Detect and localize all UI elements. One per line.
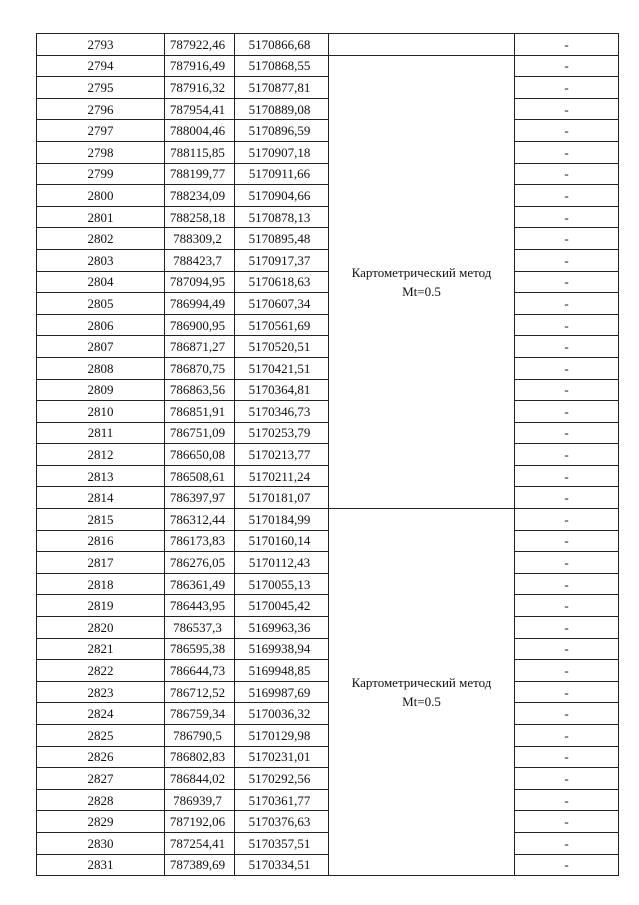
x-coordinate-cell: 788423,7 bbox=[165, 249, 235, 271]
note-cell: - bbox=[515, 681, 619, 703]
point-number-cell: 2819 bbox=[37, 595, 165, 617]
note-cell: - bbox=[515, 120, 619, 142]
point-number-cell: 2804 bbox=[37, 271, 165, 293]
note-cell: - bbox=[515, 487, 619, 509]
y-coordinate-cell: 5170045,42 bbox=[235, 595, 329, 617]
table-row bbox=[37, 595, 619, 617]
point-number-cell: 2813 bbox=[37, 465, 165, 487]
y-coordinate-cell: 5170211,24 bbox=[235, 465, 329, 487]
y-coordinate-cell: 5170907,18 bbox=[235, 141, 329, 163]
x-coordinate-cell: 787922,46 bbox=[165, 34, 235, 56]
table-row bbox=[37, 357, 619, 379]
y-coordinate-cell: 5170917,37 bbox=[235, 249, 329, 271]
point-number-cell: 2806 bbox=[37, 314, 165, 336]
y-coordinate-cell: 5170376,63 bbox=[235, 811, 329, 833]
method-accuracy: Mt=0.5 bbox=[402, 694, 441, 710]
x-coordinate-cell: 788309,2 bbox=[165, 228, 235, 250]
table-row bbox=[37, 120, 619, 142]
point-number-cell: 2817 bbox=[37, 552, 165, 574]
point-number-cell: 2820 bbox=[37, 617, 165, 639]
point-number-cell: 2814 bbox=[37, 487, 165, 509]
table-row bbox=[37, 77, 619, 99]
table-row bbox=[37, 573, 619, 595]
note-cell: - bbox=[515, 185, 619, 207]
table-row bbox=[37, 163, 619, 185]
note-cell: - bbox=[515, 422, 619, 444]
note-cell: - bbox=[515, 638, 619, 660]
table-row bbox=[37, 465, 619, 487]
y-coordinate-cell: 5170213,77 bbox=[235, 444, 329, 466]
point-number-cell: 2825 bbox=[37, 725, 165, 747]
note-cell: - bbox=[515, 77, 619, 99]
y-coordinate-cell: 5170334,51 bbox=[235, 854, 329, 876]
table-row bbox=[37, 681, 619, 703]
x-coordinate-cell: 787192,06 bbox=[165, 811, 235, 833]
note-cell: - bbox=[515, 854, 619, 876]
x-coordinate-cell: 786863,56 bbox=[165, 379, 235, 401]
note-cell: - bbox=[515, 573, 619, 595]
point-number-cell: 2803 bbox=[37, 249, 165, 271]
x-coordinate-cell: 787094,95 bbox=[165, 271, 235, 293]
y-coordinate-cell: 5170055,13 bbox=[235, 573, 329, 595]
x-coordinate-cell: 786870,75 bbox=[165, 357, 235, 379]
point-number-cell: 2823 bbox=[37, 681, 165, 703]
y-coordinate-cell: 5170866,68 bbox=[235, 34, 329, 56]
point-number-cell: 2828 bbox=[37, 789, 165, 811]
table-row bbox=[37, 768, 619, 790]
table-row bbox=[37, 638, 619, 660]
note-cell: - bbox=[515, 228, 619, 250]
x-coordinate-cell: 786851,91 bbox=[165, 401, 235, 423]
x-coordinate-cell: 786443,95 bbox=[165, 595, 235, 617]
table-row bbox=[37, 55, 619, 77]
note-cell: - bbox=[515, 509, 619, 531]
y-coordinate-cell: 5170911,66 bbox=[235, 163, 329, 185]
y-coordinate-cell: 5170878,13 bbox=[235, 206, 329, 228]
x-coordinate-cell: 786537,3 bbox=[165, 617, 235, 639]
x-coordinate-cell: 787916,49 bbox=[165, 55, 235, 77]
x-coordinate-cell: 788258,18 bbox=[165, 206, 235, 228]
note-cell: - bbox=[515, 768, 619, 790]
x-coordinate-cell: 788004,46 bbox=[165, 120, 235, 142]
y-coordinate-cell: 5170618,63 bbox=[235, 271, 329, 293]
note-cell: - bbox=[515, 336, 619, 358]
x-coordinate-cell: 786939,7 bbox=[165, 789, 235, 811]
point-number-cell: 2810 bbox=[37, 401, 165, 423]
x-coordinate-cell: 786276,05 bbox=[165, 552, 235, 574]
x-coordinate-cell: 786650,08 bbox=[165, 444, 235, 466]
y-coordinate-cell: 5170895,48 bbox=[235, 228, 329, 250]
y-coordinate-cell: 5170253,79 bbox=[235, 422, 329, 444]
table-row bbox=[37, 811, 619, 833]
y-coordinate-cell: 5170181,07 bbox=[235, 487, 329, 509]
point-number-cell: 2808 bbox=[37, 357, 165, 379]
x-coordinate-cell: 786844,02 bbox=[165, 768, 235, 790]
table-row bbox=[37, 746, 619, 768]
point-number-cell: 2826 bbox=[37, 746, 165, 768]
note-cell: - bbox=[515, 293, 619, 315]
point-number-cell: 2809 bbox=[37, 379, 165, 401]
point-number-cell: 2829 bbox=[37, 811, 165, 833]
y-coordinate-cell: 5169987,69 bbox=[235, 681, 329, 703]
method-cell bbox=[329, 509, 515, 876]
table-row bbox=[37, 487, 619, 509]
coordinates-table-body bbox=[37, 34, 619, 876]
table-row bbox=[37, 271, 619, 293]
note-cell: - bbox=[515, 789, 619, 811]
point-number-cell: 2795 bbox=[37, 77, 165, 99]
table-row bbox=[37, 422, 619, 444]
y-coordinate-cell: 5170112,43 bbox=[235, 552, 329, 574]
x-coordinate-cell: 786361,49 bbox=[165, 573, 235, 595]
point-number-cell: 2821 bbox=[37, 638, 165, 660]
x-coordinate-cell: 786508,61 bbox=[165, 465, 235, 487]
y-coordinate-cell: 5170877,81 bbox=[235, 77, 329, 99]
x-coordinate-cell: 786900,95 bbox=[165, 314, 235, 336]
table-row bbox=[37, 206, 619, 228]
note-cell: - bbox=[515, 98, 619, 120]
note-cell: - bbox=[515, 206, 619, 228]
x-coordinate-cell: 788115,85 bbox=[165, 141, 235, 163]
x-coordinate-cell: 786751,09 bbox=[165, 422, 235, 444]
y-coordinate-cell: 5169938,94 bbox=[235, 638, 329, 660]
y-coordinate-cell: 5170364,81 bbox=[235, 379, 329, 401]
table-row bbox=[37, 725, 619, 747]
note-cell: - bbox=[515, 34, 619, 56]
y-coordinate-cell: 5170357,51 bbox=[235, 832, 329, 854]
note-cell: - bbox=[515, 832, 619, 854]
note-cell: - bbox=[515, 552, 619, 574]
table-row bbox=[37, 660, 619, 682]
note-cell: - bbox=[515, 271, 619, 293]
y-coordinate-cell: 5169948,85 bbox=[235, 660, 329, 682]
note-cell: - bbox=[515, 249, 619, 271]
note-cell: - bbox=[515, 141, 619, 163]
note-cell: - bbox=[515, 163, 619, 185]
y-coordinate-cell: 5170361,77 bbox=[235, 789, 329, 811]
point-number-cell: 2822 bbox=[37, 660, 165, 682]
y-coordinate-cell: 5170607,34 bbox=[235, 293, 329, 315]
point-number-cell: 2801 bbox=[37, 206, 165, 228]
table-row bbox=[37, 530, 619, 552]
table-row bbox=[37, 509, 619, 531]
table-row bbox=[37, 379, 619, 401]
note-cell: - bbox=[515, 444, 619, 466]
x-coordinate-cell: 788199,77 bbox=[165, 163, 235, 185]
table-row bbox=[37, 703, 619, 725]
table-row bbox=[37, 141, 619, 163]
point-number-cell: 2800 bbox=[37, 185, 165, 207]
y-coordinate-cell: 5170292,56 bbox=[235, 768, 329, 790]
note-cell: - bbox=[515, 703, 619, 725]
point-number-cell: 2802 bbox=[37, 228, 165, 250]
x-coordinate-cell: 786994,49 bbox=[165, 293, 235, 315]
x-coordinate-cell: 787916,32 bbox=[165, 77, 235, 99]
x-coordinate-cell: 786595,38 bbox=[165, 638, 235, 660]
table-row bbox=[37, 552, 619, 574]
note-cell: - bbox=[515, 357, 619, 379]
table-row bbox=[37, 314, 619, 336]
x-coordinate-cell: 786712,52 bbox=[165, 681, 235, 703]
note-cell: - bbox=[515, 617, 619, 639]
y-coordinate-cell: 5170129,98 bbox=[235, 725, 329, 747]
note-cell: - bbox=[515, 314, 619, 336]
table-row bbox=[37, 185, 619, 207]
point-number-cell: 2811 bbox=[37, 422, 165, 444]
note-cell: - bbox=[515, 401, 619, 423]
note-cell: - bbox=[515, 595, 619, 617]
note-cell: - bbox=[515, 379, 619, 401]
point-number-cell: 2797 bbox=[37, 120, 165, 142]
x-coordinate-cell: 786759,34 bbox=[165, 703, 235, 725]
table-row bbox=[37, 401, 619, 423]
x-coordinate-cell: 786871,27 bbox=[165, 336, 235, 358]
y-coordinate-cell: 5169963,36 bbox=[235, 617, 329, 639]
y-coordinate-cell: 5170520,51 bbox=[235, 336, 329, 358]
point-number-cell: 2816 bbox=[37, 530, 165, 552]
point-number-cell: 2794 bbox=[37, 55, 165, 77]
point-number-cell: 2807 bbox=[37, 336, 165, 358]
table-row bbox=[37, 444, 619, 466]
x-coordinate-cell: 786644,73 bbox=[165, 660, 235, 682]
table-row bbox=[37, 228, 619, 250]
x-coordinate-cell: 786312,44 bbox=[165, 509, 235, 531]
y-coordinate-cell: 5170160,14 bbox=[235, 530, 329, 552]
note-cell: - bbox=[515, 530, 619, 552]
method-name: Картометрический метод bbox=[351, 675, 492, 691]
table-row bbox=[37, 617, 619, 639]
note-cell: - bbox=[515, 811, 619, 833]
y-coordinate-cell: 5170889,08 bbox=[235, 98, 329, 120]
y-coordinate-cell: 5170036,32 bbox=[235, 703, 329, 725]
table-row bbox=[37, 832, 619, 854]
y-coordinate-cell: 5170346,73 bbox=[235, 401, 329, 423]
note-cell: - bbox=[515, 55, 619, 77]
point-number-cell: 2824 bbox=[37, 703, 165, 725]
point-number-cell: 2798 bbox=[37, 141, 165, 163]
method-name: Картометрический метод bbox=[351, 264, 492, 280]
note-cell: - bbox=[515, 725, 619, 747]
point-number-cell: 2812 bbox=[37, 444, 165, 466]
note-cell: - bbox=[515, 660, 619, 682]
empty-method-cell bbox=[329, 34, 515, 56]
x-coordinate-cell: 787254,41 bbox=[165, 832, 235, 854]
point-number-cell: 2799 bbox=[37, 163, 165, 185]
x-coordinate-cell: 787954,41 bbox=[165, 98, 235, 120]
y-coordinate-cell: 5170421,51 bbox=[235, 357, 329, 379]
point-number-cell: 2818 bbox=[37, 573, 165, 595]
method-cell bbox=[329, 55, 515, 508]
table-row bbox=[37, 34, 619, 56]
table-row bbox=[37, 789, 619, 811]
table-row bbox=[37, 854, 619, 876]
y-coordinate-cell: 5170184,99 bbox=[235, 509, 329, 531]
point-number-cell: 2793 bbox=[37, 34, 165, 56]
point-number-cell: 2796 bbox=[37, 98, 165, 120]
table-row bbox=[37, 249, 619, 271]
note-cell: - bbox=[515, 746, 619, 768]
y-coordinate-cell: 5170896,59 bbox=[235, 120, 329, 142]
y-coordinate-cell: 5170561,69 bbox=[235, 314, 329, 336]
y-coordinate-cell: 5170904,66 bbox=[235, 185, 329, 207]
note-cell: - bbox=[515, 465, 619, 487]
point-number-cell: 2805 bbox=[37, 293, 165, 315]
x-coordinate-cell: 786802,83 bbox=[165, 746, 235, 768]
table-row bbox=[37, 293, 619, 315]
method-accuracy: Mt=0.5 bbox=[402, 283, 441, 299]
x-coordinate-cell: 786173,83 bbox=[165, 530, 235, 552]
x-coordinate-cell: 786397,97 bbox=[165, 487, 235, 509]
y-coordinate-cell: 5170868,55 bbox=[235, 55, 329, 77]
x-coordinate-cell: 788234,09 bbox=[165, 185, 235, 207]
coordinates-table bbox=[36, 33, 619, 876]
point-number-cell: 2830 bbox=[37, 832, 165, 854]
point-number-cell: 2815 bbox=[37, 509, 165, 531]
x-coordinate-cell: 787389,69 bbox=[165, 854, 235, 876]
table-row bbox=[37, 336, 619, 358]
table-row bbox=[37, 98, 619, 120]
point-number-cell: 2827 bbox=[37, 768, 165, 790]
y-coordinate-cell: 5170231,01 bbox=[235, 746, 329, 768]
point-number-cell: 2831 bbox=[37, 854, 165, 876]
x-coordinate-cell: 786790,5 bbox=[165, 725, 235, 747]
